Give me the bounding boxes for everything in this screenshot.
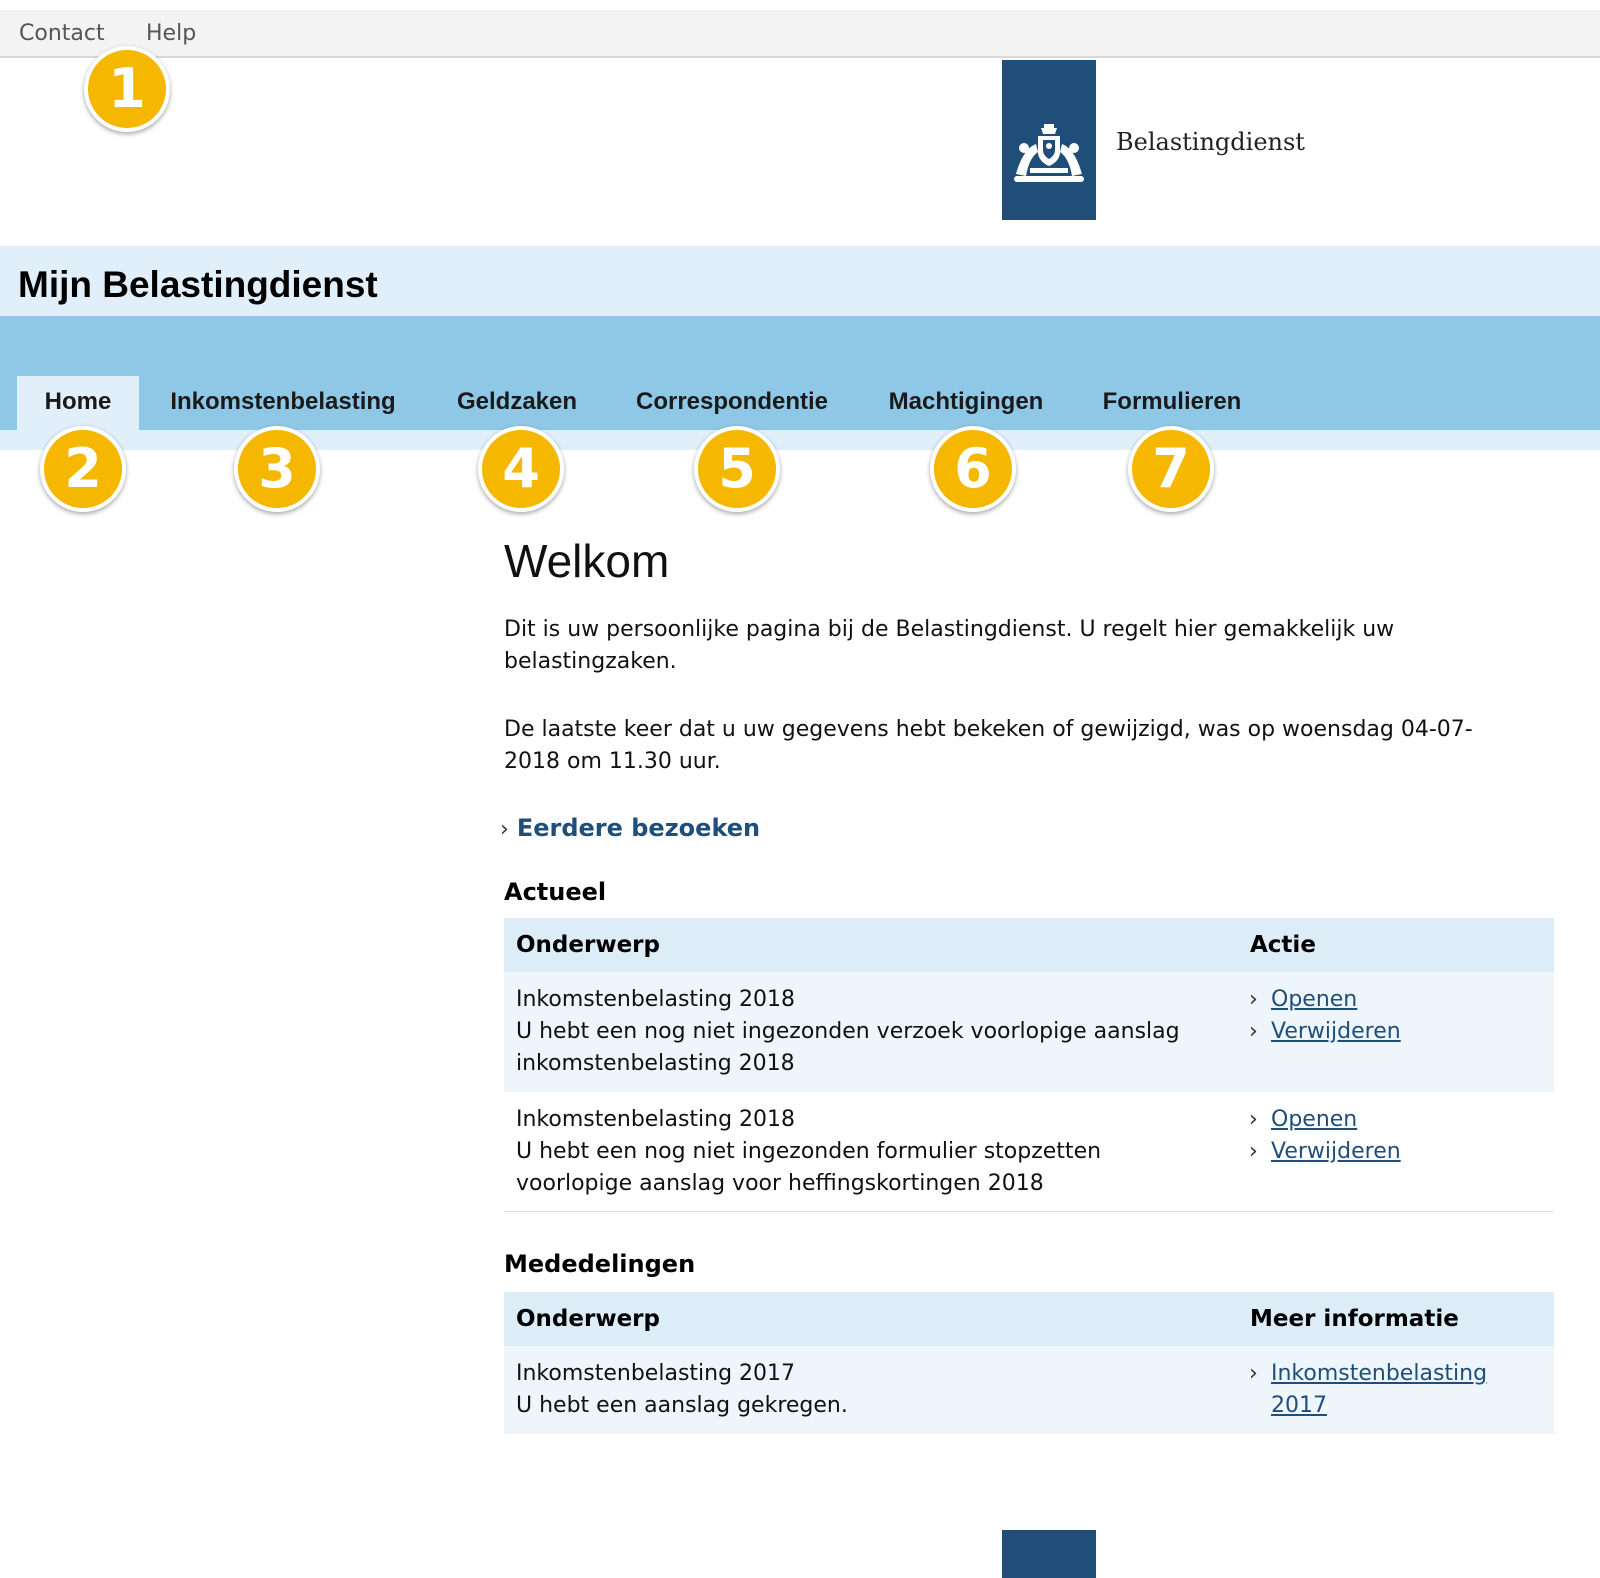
row-subject xyxy=(516,1104,1196,1200)
chevron-right-icon: › xyxy=(1249,987,1258,1012)
table-row xyxy=(504,1346,1554,1434)
utility-bar xyxy=(0,10,1600,58)
chevron-right-icon: › xyxy=(500,817,509,842)
row-actions xyxy=(1249,1104,1549,1168)
annotation-badge-2: 2 xyxy=(40,426,126,512)
row-subject xyxy=(516,1358,1196,1422)
tab-machtigingen[interactable]: Machtigingen xyxy=(888,388,1044,415)
open-link[interactable] xyxy=(1249,1104,1549,1136)
footer-logo-block xyxy=(1002,1530,1096,1578)
page-title: Mijn Belastingdienst xyxy=(18,264,378,305)
tab-home[interactable]: Home xyxy=(17,376,139,430)
table-row xyxy=(504,972,1554,1092)
annotation-badge-1: 1 xyxy=(84,46,170,132)
row-title: Inkomstenbelasting 2017 xyxy=(516,1361,796,1386)
actueel-heading: Actueel xyxy=(504,878,607,906)
logo-text: Belastingdienst xyxy=(1116,128,1305,156)
title-band xyxy=(0,246,1600,316)
more-info-link[interactable] xyxy=(1249,1358,1539,1422)
mededelingen-table xyxy=(504,1292,1554,1434)
tab-inkomstenbelasting[interactable]: Inkomstenbelasting xyxy=(170,388,396,415)
row-actions xyxy=(1249,1358,1539,1422)
mededelingen-heading: Mededelingen xyxy=(504,1250,696,1278)
row-title: Inkomstenbelasting 2018 xyxy=(516,1107,796,1132)
chevron-right-icon: › xyxy=(1249,1139,1258,1164)
annotation-badge-3: 3 xyxy=(234,426,320,512)
row-description: U hebt een nog niet ingezonden formulier stopzetten voorlopige aanslag voor heffingskortingen 2018 xyxy=(516,1139,1102,1196)
annotation-badge-5: 5 xyxy=(694,426,780,512)
help-link[interactable]: Help xyxy=(146,21,197,46)
open-label: Openen xyxy=(1271,1107,1358,1132)
column-header-subject: Onderwerp xyxy=(516,1306,660,1332)
delete-link[interactable] xyxy=(1249,1136,1549,1168)
annotation-badge-6: 6 xyxy=(930,426,1016,512)
column-header-subject: Onderwerp xyxy=(516,932,660,958)
chevron-right-icon: › xyxy=(1249,1019,1258,1044)
last-visit-text: De laatste keer dat u uw gegevens hebt bekeken of gewijzigd, was op woensdag 04-07-2018 om 11.30 uur. xyxy=(504,717,1473,774)
table-row xyxy=(504,1092,1554,1212)
tab-correspondentie[interactable]: Correspondentie xyxy=(635,388,829,415)
earlier-visits-label: Eerdere bezoeken xyxy=(516,814,761,842)
row-subject xyxy=(516,984,1196,1080)
column-header-action: Actie xyxy=(1250,932,1316,958)
welcome-heading: Welkom xyxy=(504,535,670,587)
tab-geldzaken[interactable]: Geldzaken xyxy=(456,388,578,415)
table-header xyxy=(504,918,1554,972)
open-link[interactable] xyxy=(1249,984,1549,1016)
table-header xyxy=(504,1292,1554,1346)
column-header-more-info: Meer informatie xyxy=(1250,1306,1459,1332)
row-description: U hebt een nog niet ingezonden verzoek voorlopige aanslag inkomstenbelasting 2018 xyxy=(516,1019,1180,1076)
earlier-visits-link[interactable] xyxy=(500,814,760,842)
logo[interactable] xyxy=(1002,60,1096,220)
contact-link[interactable]: Contact xyxy=(19,21,105,46)
annotation-badge-7: 7 xyxy=(1128,426,1214,512)
actueel-table xyxy=(504,918,1554,1212)
chevron-right-icon: › xyxy=(1249,1107,1258,1132)
row-actions xyxy=(1249,984,1549,1048)
open-label: Openen xyxy=(1271,987,1358,1012)
tab-formulieren[interactable]: Formulieren xyxy=(1102,388,1242,415)
row-title: Inkomstenbelasting 2018 xyxy=(516,987,796,1012)
delete-label: Verwijderen xyxy=(1271,1019,1401,1044)
more-info-label: Inkomstenbelasting 2017 xyxy=(1271,1361,1488,1418)
annotation-badge-4: 4 xyxy=(478,426,564,512)
row-description: U hebt een aanslag gekregen. xyxy=(516,1393,848,1418)
chevron-right-icon: › xyxy=(1249,1361,1258,1386)
intro-text: Dit is uw persoonlijke pagina bij de Belastingdienst. U regelt hier gemakkelijk uw belastingzaken. xyxy=(504,617,1395,674)
delete-label: Verwijderen xyxy=(1271,1139,1401,1164)
delete-link[interactable] xyxy=(1249,1016,1549,1048)
coat-of-arms-icon xyxy=(1008,122,1090,190)
